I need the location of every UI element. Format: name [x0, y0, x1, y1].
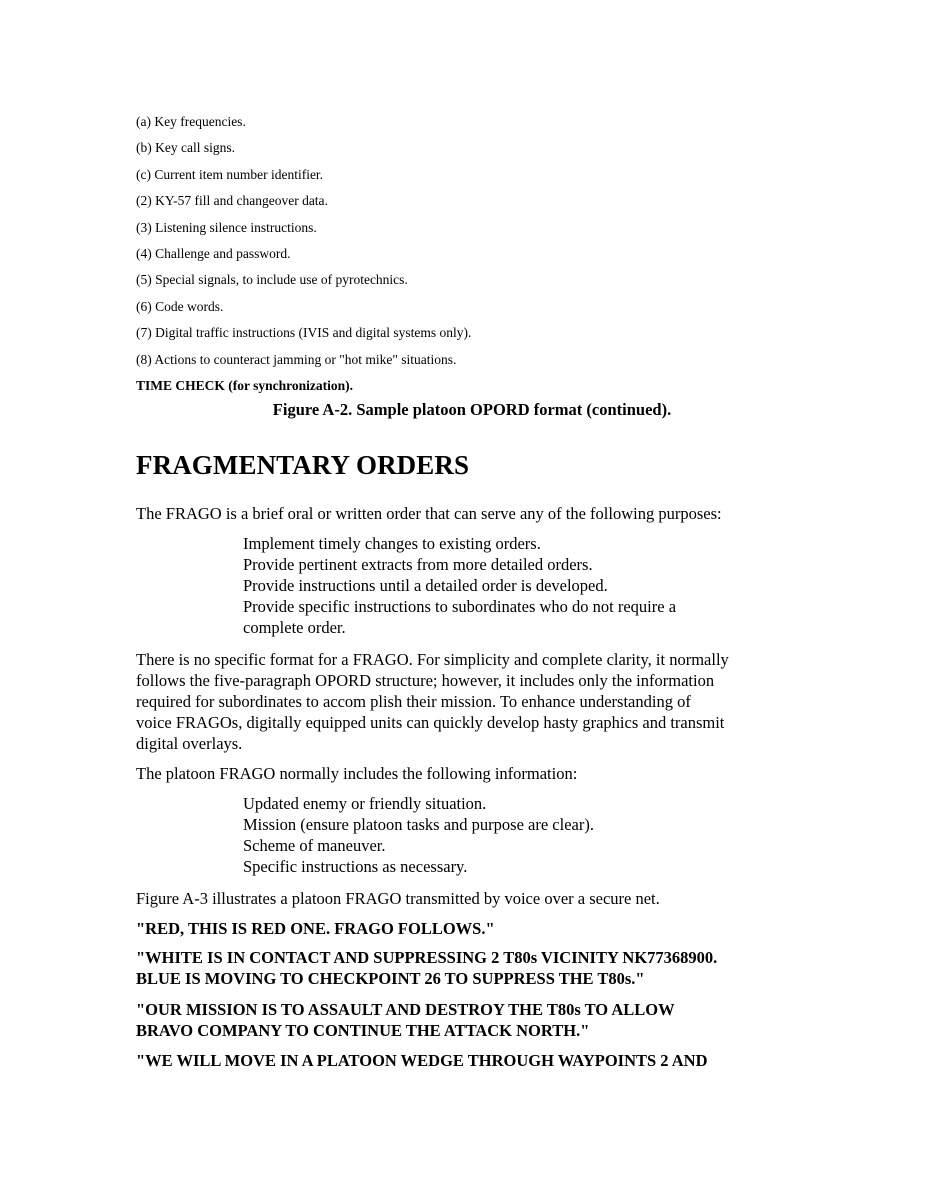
purpose-item: Provide instructions until a detailed order is developed. — [243, 576, 608, 595]
frago-quote — [136, 947, 816, 989]
purpose-item: Provide pertinent extracts from more detailed orders. — [243, 555, 593, 574]
quote-line: BRAVO COMPANY TO CONTINUE THE ATTACK NORTH." — [136, 1021, 590, 1040]
frago-quote — [136, 918, 816, 939]
section-heading: FRAGMENTARY ORDERS — [136, 450, 470, 480]
signal-item: (2) KY-57 fill and changeover data. — [136, 193, 328, 209]
quote-line: "WE WILL MOVE IN A PLATOON WEDGE THROUGH WAYPOINTS 2 AND — [136, 1051, 708, 1070]
signal-item: (c) Current item number identifier. — [136, 166, 324, 182]
figure-paragraph: Figure A-3 illustrates a platoon FRAGO transmitted by voice over a secure net. — [136, 889, 660, 908]
signal-item: (7) Digital traffic instructions (IVIS and digital systems only). — [136, 325, 472, 341]
paragraph-line: digital overlays. — [136, 734, 243, 753]
figure-caption: Figure A-2. Sample platoon OPORD format (continued). — [272, 400, 672, 419]
platoon-paragraph: The platoon FRAGO normally includes the following information: — [136, 764, 578, 783]
frago-quote — [136, 1050, 816, 1071]
purpose-item: Implement timely changes to existing orders. — [243, 534, 541, 553]
purposes-list — [243, 533, 743, 638]
paragraph-line: There is no specific format for a FRAGO. For simplicity and complete clarity, it normally — [136, 650, 729, 669]
quote-line: "OUR MISSION IS TO ASSAULT AND DESTROY THE T80s TO ALLOW — [136, 1000, 675, 1019]
frago-quote — [136, 999, 816, 1041]
signal-item: (4) Challenge and password. — [136, 245, 291, 261]
info-item: Mission (ensure platoon tasks and purpose are clear). — [243, 815, 594, 834]
info-item: Scheme of maneuver. — [243, 836, 386, 855]
info-list — [243, 793, 743, 877]
info-item: Updated enemy or friendly situation. — [243, 794, 487, 813]
signal-item: (5) Special signals, to include use of pyrotechnics. — [136, 272, 408, 288]
paragraph-line: follows the five-paragraph OPORD structure; however, it includes only the information — [136, 671, 715, 690]
quote-line: BLUE IS MOVING TO CHECKPOINT 26 TO SUPPRESS THE T80s." — [136, 969, 645, 988]
signal-item: (a) Key frequencies. — [136, 114, 246, 129]
purpose-item: complete order. — [243, 618, 346, 637]
purpose-item: Provide specific instructions to subordinates who do not require a — [243, 597, 677, 616]
signal-item: (3) Listening silence instructions. — [136, 219, 317, 235]
paragraph-line: required for subordinates to accom plish their mission. To enhance understanding of — [136, 692, 691, 711]
signal-item: (8) Actions to counteract jamming or "hot mike" situations. — [136, 351, 457, 367]
signal-items-list — [136, 109, 836, 399]
time-check: TIME CHECK (for synchronization). — [136, 377, 354, 393]
format-paragraph — [136, 649, 796, 754]
intro-paragraph: The FRAGO is a brief oral or written order that can serve any of the following purposes: — [136, 504, 722, 523]
quote-line: "RED, THIS IS RED ONE. FRAGO FOLLOWS." — [136, 919, 495, 938]
signal-item: (6) Code words. — [136, 298, 224, 314]
paragraph-line: voice FRAGOs, digitally equipped units can quickly develop hasty graphics and transmit — [136, 713, 725, 732]
signal-item: (b) Key call signs. — [136, 140, 235, 156]
info-item: Specific instructions as necessary. — [243, 857, 468, 876]
quote-line: "WHITE IS IN CONTACT AND SUPPRESSING 2 T80s VICINITY NK77368900. — [136, 948, 718, 967]
